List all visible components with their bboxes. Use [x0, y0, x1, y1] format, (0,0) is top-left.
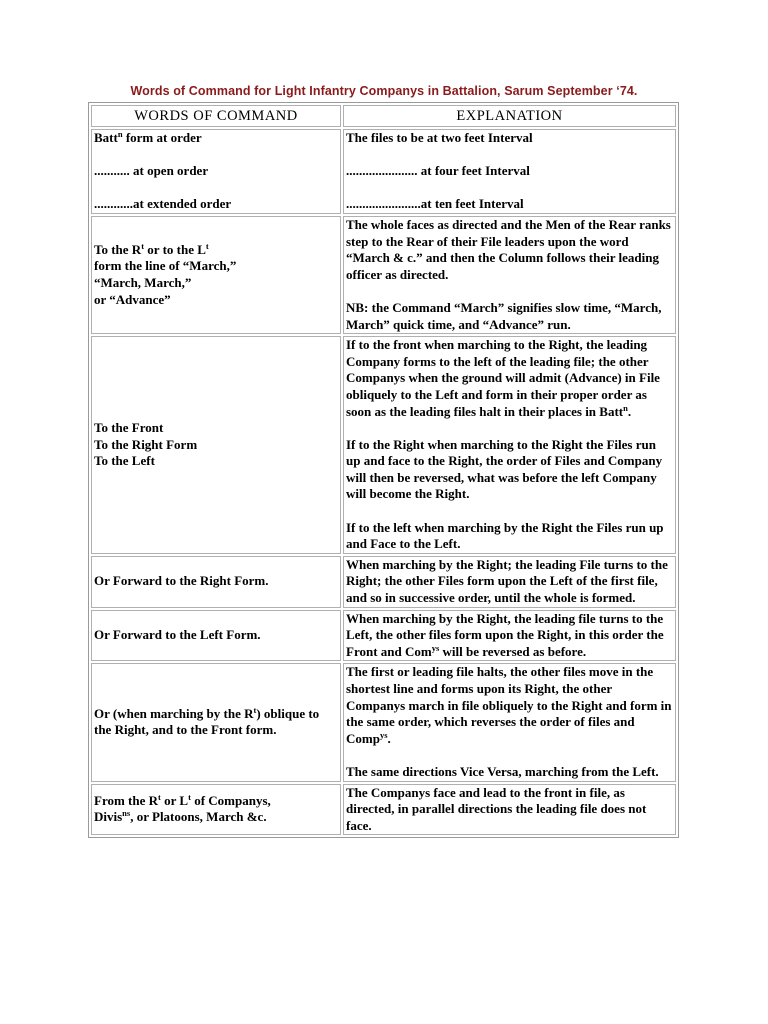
explanation-cell [343, 663, 676, 781]
explanation-line: The files to be at two feet Interval [346, 130, 533, 145]
command-cell [91, 784, 341, 836]
explanation-cell: When marching by the Right, the leading file turns to the Left, the other files form upon the Right, in this order the Front and Com$^{ys}$ will be reversed as before. [343, 610, 676, 662]
explanation-paragraph: The whole faces as directed and the Men of the Rear ranks step to the Rear of their File leaders upon the word “March & c.” and then the Column follows their leading officer as directed. [346, 216, 671, 282]
header-explanation: EXPLANATION [343, 105, 676, 127]
explanation-paragraph: The same directions Vice Versa, marching from the Left. [346, 763, 659, 779]
explanation-cell: The Companys face and lead to the front in file, as directed, in parallel directions the leading file does not face. [343, 784, 676, 836]
command-line: To the Right Form [94, 436, 198, 452]
explanation-paragraph: If to the left when marching by the Right the Files run up and Face to the Left. [346, 519, 664, 552]
command-line: Divis$^{ns}$, or Platoons, March &c. [94, 808, 267, 825]
command-line: To the Left [94, 453, 155, 469]
explanation-line: .......................at ten feet Interval [346, 196, 524, 212]
command-cell [91, 336, 341, 554]
explanation-paragraph: NB: the Command “March” signifies slow time, “March, March” quick time, and “Advance” run. [346, 299, 662, 332]
command-cell [91, 129, 341, 214]
table-row [91, 216, 676, 334]
header-words-of-command: WORDS OF COMMAND [91, 105, 341, 127]
command-cell: Or Forward to the Right Form. [91, 556, 341, 608]
command-cell: Or (when marching by the $R^t$) oblique to the Right, and to the Front form. [91, 663, 341, 781]
table-row [91, 610, 676, 662]
table-row [91, 556, 676, 608]
explanation-cell [343, 129, 676, 214]
commands-table [88, 102, 679, 838]
explanation-paragraph: The first or leading file halts, the other files move in the shortest line and forms upon its Right, the other Companys march in file obliquely to the Right and form in the same order, which reverses the order of files and Comp$^{ys}$. [346, 664, 672, 746]
explanation-line: ...................... at four feet Interval [346, 163, 530, 179]
table-row [91, 129, 676, 214]
explanation-cell [343, 216, 676, 334]
explanation-paragraph: If to the front when marching to the Right, the leading Company forms to the left of the leading file; the other Companys when the ground will admit (Advance) in File obliquely to the Left and form in their proper order as soon as the leading files halt in their places in Batt$^n$. [346, 337, 660, 419]
document-title: Words of Command for Light Infantry Companys in Battalion, Sarum September ‘74. [130, 84, 638, 98]
explanation-cell [343, 336, 676, 554]
command-line: From the $R^t$ or $L^t$ of Companys, [94, 791, 271, 808]
command-line: Batt$^n$ form at order [94, 129, 202, 145]
command-line: ............at extended order [94, 196, 232, 212]
command-line: “March, March,” [94, 275, 192, 291]
command-line: form the line of “March,” [94, 258, 237, 274]
explanation-paragraph: If to the Right when marching to the Right the Files run up and face to the Right, the order of Files and Company will then be reversed, what was before the left Company will become the Right. [346, 436, 663, 502]
table-header-row [91, 105, 676, 127]
table-row [91, 784, 676, 836]
explanation-cell: When marching by the Right; the leading File turns to the Right; the other Files form upon the Left of the first file, and so in successive order, until the whole is formed. [343, 556, 676, 608]
table-row [91, 663, 676, 781]
command-cell: Or Forward to the Left Form. [91, 610, 341, 662]
command-line: To the $R^t$ or to the $L^t$ [94, 240, 209, 257]
command-cell [91, 216, 341, 334]
command-line: To the Front [94, 420, 164, 436]
command-line: or “Advance” [94, 291, 171, 307]
command-line: ........... at open order [94, 163, 209, 179]
table-row [91, 336, 676, 554]
